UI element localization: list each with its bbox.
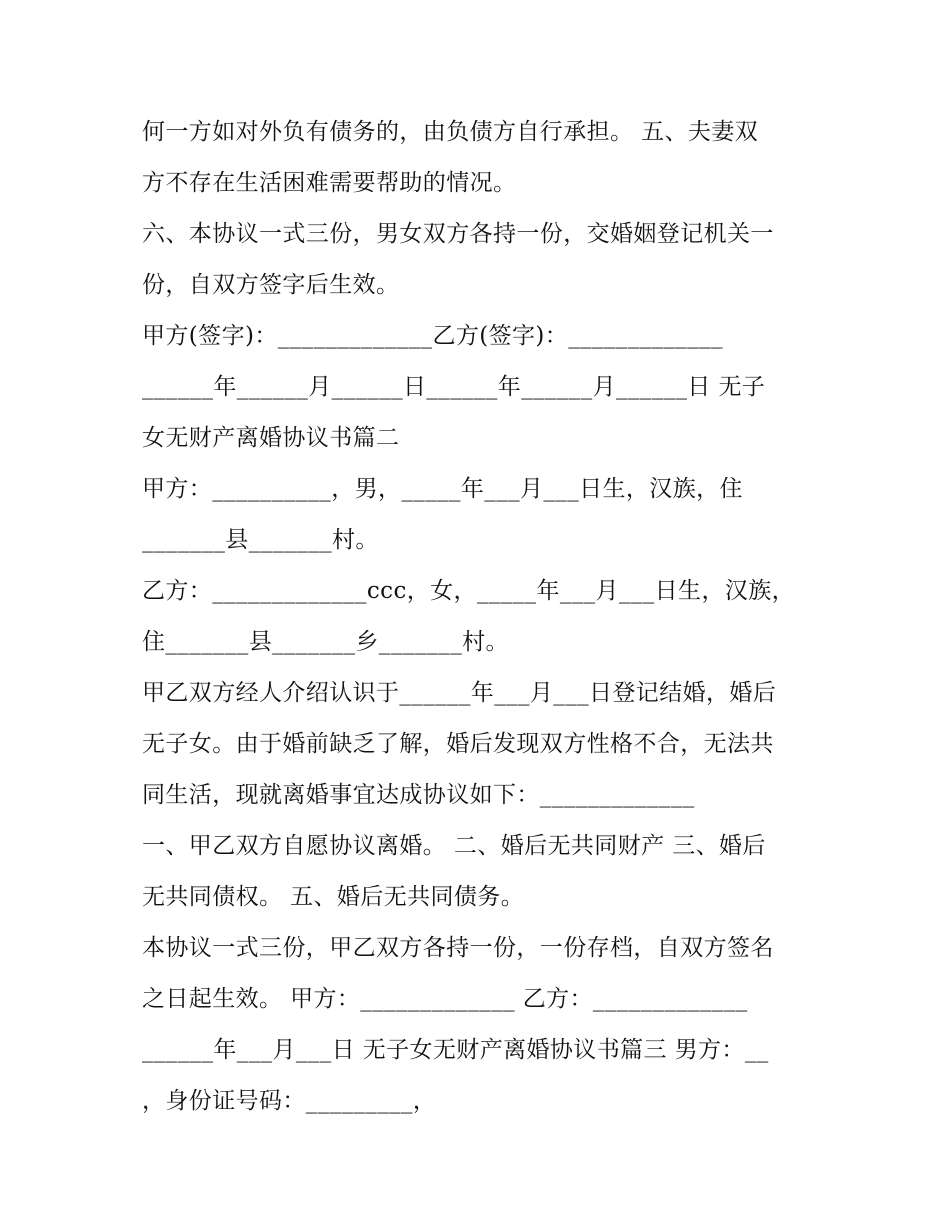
text-line: 六、本协议一式三份，男女双方各持一份，交婚姻登记机关一 (142, 221, 774, 247)
text-line: 本协议一式三份，甲乙双方各持一份，一份存档，自双方签名 (142, 935, 774, 961)
text-line: 无共同债权。 五、婚后无共同债务。 (142, 884, 525, 910)
signature-line: 之日起生效。 甲方：_____________ 乙方：_____________ (142, 986, 748, 1012)
text-line: 甲乙双方经人介绍认识于______年___月___日登记结婚，婚后 (142, 680, 777, 706)
date-line: ______年______月______日______年______月______日 无子 (142, 374, 766, 400)
text-line: _______县_______村。 (142, 527, 379, 553)
party-a-line: 甲方：__________，男，_____年___月___日生，汉族，住 (142, 476, 743, 502)
text-line: 份，自双方签字后生效。 (142, 272, 400, 298)
text-line: ，身份证号码：_________， (142, 1088, 437, 1114)
signature-line: 甲方(签字)：_____________乙方(签字)：_____________ (142, 323, 723, 349)
text-line: 一、甲乙双方自愿协议离婚。 二、婚后无共同财产 三、婚后 (142, 833, 766, 859)
text-line: 何一方如对外负有债务的，由负债方自行承担。 五、夫妻双 (142, 119, 759, 145)
text-line: 住_______县_______乡_______村。 (142, 629, 509, 655)
text-line: 同生活，现就离婚事宜达成协议如下：_____________ (142, 782, 695, 808)
text-line: 方不存在生活困难需要帮助的情况。 (142, 170, 517, 196)
section-title: 女无财产离婚协议书篇二 (142, 425, 400, 451)
document-body (142, 107, 822, 1127)
date-line: ______年___月___日 无子女无财产离婚协议书篇三 男方：__ (142, 1037, 769, 1063)
party-b-line: 乙方：_____________ccc，女，_____年___月___日生，汉族， (142, 578, 796, 604)
text-line: 无子女。由于婚前缺乏了解，婚后发现双方性格不合，无法共 (142, 731, 774, 757)
